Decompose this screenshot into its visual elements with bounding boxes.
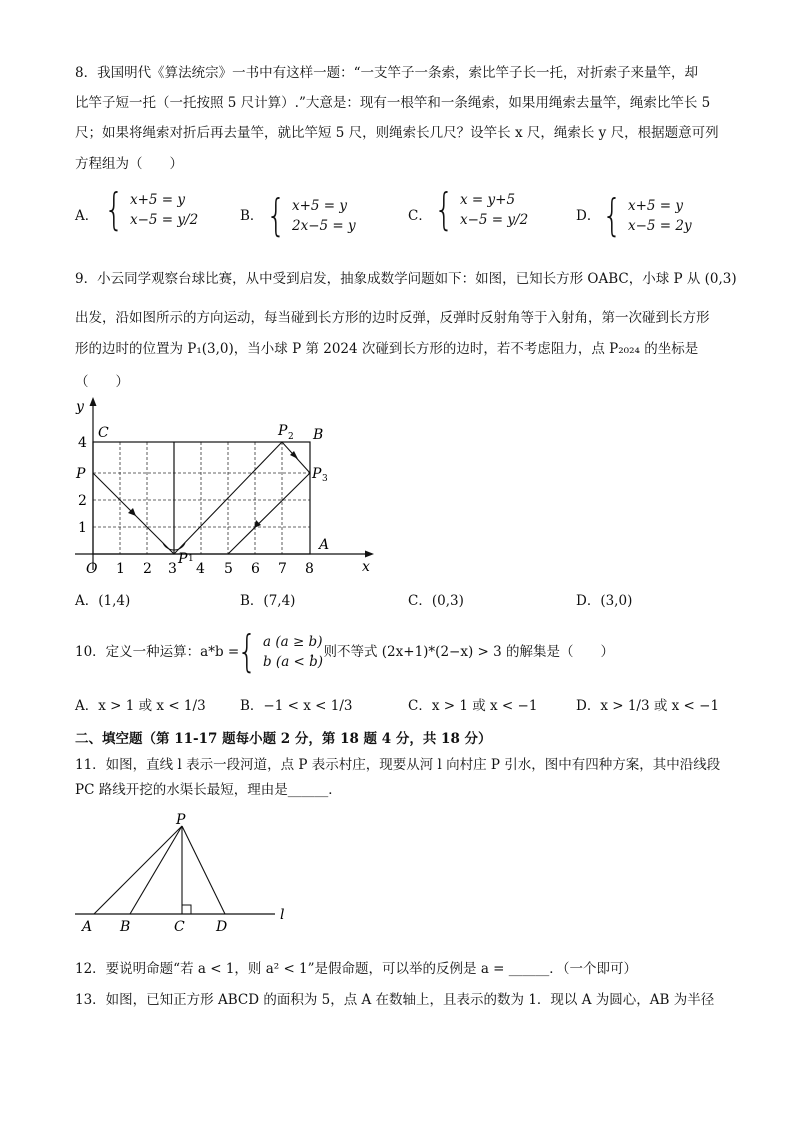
q10-option-d [576, 697, 719, 715]
q8-option-d-eq2: x−5 = 2y [628, 218, 692, 234]
label-l: l [280, 907, 285, 923]
q9-line2: 出发，沿如图所示的方向运动，每当碰到长方形的边时反弹，反弹时反射角等于入射角，第一次碰到长方形 [75, 310, 710, 326]
q8-option-a-label: A． [75, 208, 99, 224]
q13-line1: 13．如图，已知正方形 ABCD 的面积为 5，点 A 在数轴上，且表示的数为 1．现以 A 为圆心，AB 为半径 [75, 992, 715, 1008]
q8-option-a-eq1: x+5 = y [130, 192, 186, 208]
label-p3-sub: 3 [322, 474, 328, 484]
q11-line2: PC 路线开挖的水渠长最短，理由是______． [75, 782, 342, 798]
x-tick-3: 3 [168, 561, 177, 577]
q8-option-b-eq2: 2x−5 = y [292, 218, 356, 234]
q9-option-c-label: C． [408, 593, 432, 609]
q9-option-b-value: (7,4) [263, 593, 296, 609]
grid-lines [93, 442, 310, 554]
x-tick-1: 1 [116, 561, 125, 577]
y-tick-4: 4 [78, 435, 87, 451]
q10-option-a-label: A． [75, 698, 99, 714]
x-tick-6: 6 [251, 561, 260, 577]
y-axis-label: y [76, 399, 84, 415]
q9-option-b-label: B． [240, 593, 264, 609]
label-p2-sub: 2 [288, 432, 294, 442]
x-tick-2: 2 [143, 561, 152, 577]
x-tick-7: 7 [278, 561, 287, 577]
label-b: B [120, 919, 131, 935]
q10-prefix: 10．定义一种运算：a*b = [75, 644, 240, 660]
q8-option-c-eq2: x−5 = y/2 [460, 212, 529, 228]
label-p1: P [178, 551, 188, 567]
q9-option-d [576, 592, 632, 610]
q10-option-b-value: −1 < x < 1/3 [263, 698, 353, 714]
q9-option-c-value: (0,3) [431, 593, 464, 609]
label-b: B [313, 427, 324, 443]
q8-option-b-system: { x+5 = y 2x−5 = y [266, 190, 356, 241]
q8-line1: 8．我国明代《算法统宗》一书中有这样一题：“一支竿子一条索，索比竿子长一托，对折索子来量竿，却 [75, 65, 698, 81]
q8-option-b-label: B． [240, 208, 264, 224]
q9-option-a [75, 592, 130, 610]
q10-suffix: ，则不等式 (2x+1)*(2−x) > 3 的解集是（ ） [310, 644, 615, 660]
x-tick-o: O [86, 561, 98, 577]
label-p2: P [278, 423, 288, 439]
q9-option-d-value: (3,0) [600, 593, 633, 609]
label-c: C [98, 425, 109, 441]
river-figure [70, 808, 300, 938]
x-axis-label: x [362, 559, 370, 575]
q9-option-c [408, 592, 464, 610]
q8-option-d-system: { x+5 = y x−5 = 2y [602, 190, 692, 241]
label-c: C [174, 919, 185, 935]
label-p3: P [312, 466, 322, 482]
q8-option-a-system: { x+5 = y x−5 = y/2 [104, 184, 199, 235]
q8-line3: 尺；如果将绳索对折后再去量竿，就比竿短 5 尺，则绳索长几尺？设竿长 x 尺，绳索长 y 尺，根据题意可列 [75, 125, 719, 141]
right-angle-mark [182, 905, 191, 914]
y-tick-2: 2 [78, 493, 87, 509]
q8-line4: 方程组为（ ） [75, 156, 183, 172]
q10-option-c-value: x > 1 或 x < −1 [431, 698, 538, 714]
x-tick-4: 4 [196, 561, 205, 577]
label-d: D [216, 919, 228, 935]
label-p: P [176, 812, 186, 828]
q9-option-b [240, 592, 295, 610]
q9-line1: 9．小云同学观察台球比赛，从中受到启发，抽象成数学问题如下：如图，已知长方形 OABC，小球 P 从 (0,3) [75, 271, 737, 287]
q8-option-b-eq1: x+5 = y [292, 198, 348, 214]
q9-option-a-value: (1,4) [98, 593, 131, 609]
q10-option-d-value: x > 1/3 或 x < −1 [600, 698, 720, 714]
x-tick-5: 5 [224, 561, 233, 577]
q8-option-c-system: { x = y+5 x−5 = y/2 [434, 184, 529, 235]
q10-case1: a (a ≥ b) [263, 634, 323, 650]
q11-line1: 11．如图，直线 l 表示一段河道，点 P 表示村庄，现要从河 l 向村庄 P 引水，图中有四种方案，其中沿线段 [75, 757, 721, 773]
x-axis-arrow [365, 551, 374, 558]
q10-option-c [408, 697, 537, 715]
x-tick-8: 8 [305, 561, 314, 577]
q10-option-a [75, 697, 206, 715]
billiard-figure [70, 395, 380, 580]
q8-option-d-eq1: x+5 = y [628, 198, 684, 214]
label-a: A [82, 919, 93, 935]
q10-option-c-label: C． [408, 698, 432, 714]
q8-line2: 比竿子短一托（一托按照 5 尺计算）.”大意是：现有一根竿和一条绳索，如果用绳索去量竿，绳索比竿长 5 [75, 95, 711, 111]
y-tick-p: P [76, 466, 86, 482]
label-p1-sub: 1 [188, 554, 194, 564]
q10-cases: { a (a ≥ b) b (a < b) [237, 626, 324, 677]
q9-option-a-label: A． [75, 593, 99, 609]
q12-line1: 12．要说明命题“若 a < 1，则 a² < 1”是假命题，可以举的反例是 a = ______．（一个即可） [75, 961, 638, 977]
q9-line4: （ ） [75, 374, 129, 390]
q10-option-b [240, 697, 352, 715]
q10-option-a-value: x > 1 或 x < 1/3 [98, 698, 206, 714]
section2-title: 二、填空题（第 11-17 题每小题 2 分，第 18 题 4 分，共 18 分） [75, 731, 492, 747]
q8-option-c-eq1: x = y+5 [460, 192, 516, 208]
q8-option-a-eq2: x−5 = y/2 [130, 212, 199, 228]
y-axis-arrow [90, 397, 97, 406]
q9-line3: 形的边时的位置为 P₁(3,0)，当小球 P 第 2024 次碰到长方形的边时，若不考虑阻力，点 P₂₀₂₄ 的坐标是 [75, 341, 699, 357]
q10-case2: b (a < b) [263, 654, 324, 670]
y-tick-1: 1 [78, 520, 87, 536]
label-a: A [319, 537, 330, 553]
rectangle-oabc [93, 442, 310, 554]
q8-option-d-label: D． [576, 208, 601, 224]
ball-path [93, 442, 310, 554]
segment-pd [182, 826, 225, 914]
q10-option-d-label: D． [576, 698, 601, 714]
q9-option-d-label: D． [576, 593, 601, 609]
q10-option-b-label: B． [240, 698, 264, 714]
q8-option-c-label: C． [408, 208, 432, 224]
